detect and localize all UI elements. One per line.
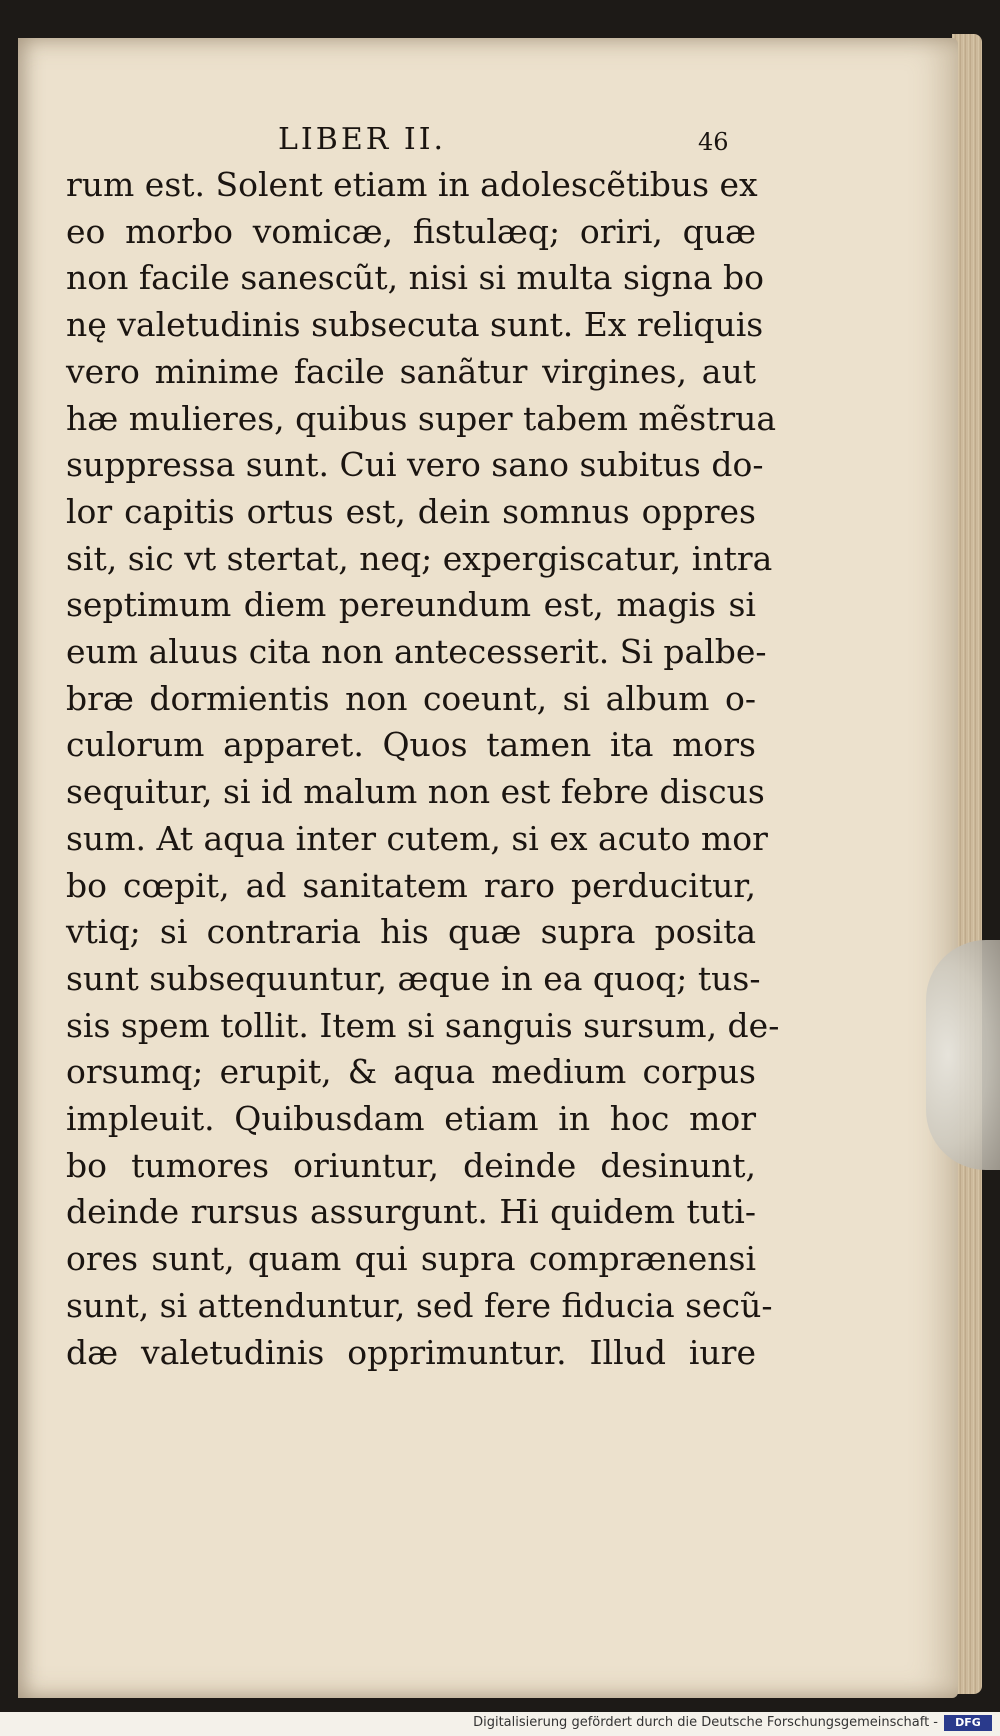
text-line: sequitur, si id malum non est febre discus [66,772,765,812]
text-line: sit, sic vt stertat, neq; expergiscatur, intra [66,538,773,578]
text-line: sunt, si attenduntur, sed fere fiducia secũ- [66,1285,773,1325]
page-number: 46 [698,128,729,156]
text-line: lor capitis ortus est, dein somnus oppres [66,491,756,531]
text-line: vero minime facile sanãtur virgines, aut [66,351,756,391]
text-line: sis spem tollit. Item si sanguis sursum, de- [66,1005,780,1045]
text-line: impleuit. Quibusdam etiam in hoc mor [66,1099,756,1139]
page-clip [926,940,1000,1170]
text-line: sum. At aqua inter cutem, si ex acuto mor [66,818,768,858]
text-line: sunt subsequuntur, æque in ea quoq; tus- [66,958,761,998]
text-line: nę valetudinis subsecuta sunt. Ex reliquis [66,305,764,345]
text-line: bo tumores oriuntur, deinde desinunt, [66,1145,756,1185]
running-head [0,122,1000,162]
text-line: vtiq; si contraria his quæ supra posita [66,912,756,952]
text-line: orsumq; erupit, & aqua medium corpus [66,1052,756,1092]
text-line: rum est. Solent etiam in adolescẽtibus ex [66,165,758,204]
digitization-footer [0,1712,1000,1736]
text-line: ores sunt, quam qui supra comprænensi [66,1239,756,1279]
running-head-title: LIBER II. [278,122,447,157]
text-line: non facile sanescũt, nisi si multa signa bo [66,258,764,298]
text-line: eo morbo vomicæ, fistulæq; oriri, quæ [66,211,756,251]
text-line: dæ valetudinis opprimuntur. Illud iure [66,1332,756,1372]
body-text [66,162,780,1376]
dfg-logo: DFG [944,1715,992,1731]
text-line: hæ mulieres, quibus super tabem mẽstrua [66,398,777,438]
text-line: suppressa sunt. Cui vero sano subitus do- [66,445,764,485]
text-line: septimum diem pereundum est, magis si [66,585,756,625]
text-line: deinde rursus assurgunt. Hi quidem tuti- [66,1192,756,1232]
text-line: eum aluus cita non antecesserit. Si palbe- [66,632,767,672]
text-line: bræ dormientis non coeunt, si album o- [66,678,756,718]
text-line: culorum apparet. Quos tamen ita mors [66,725,756,765]
text-line: bo cœpit, ad sanitatem raro perducitur, [66,865,756,905]
footer-credit: Digitalisierung gefördert durch die Deutsche Forschungsgemeinschaft - [473,1715,938,1730]
